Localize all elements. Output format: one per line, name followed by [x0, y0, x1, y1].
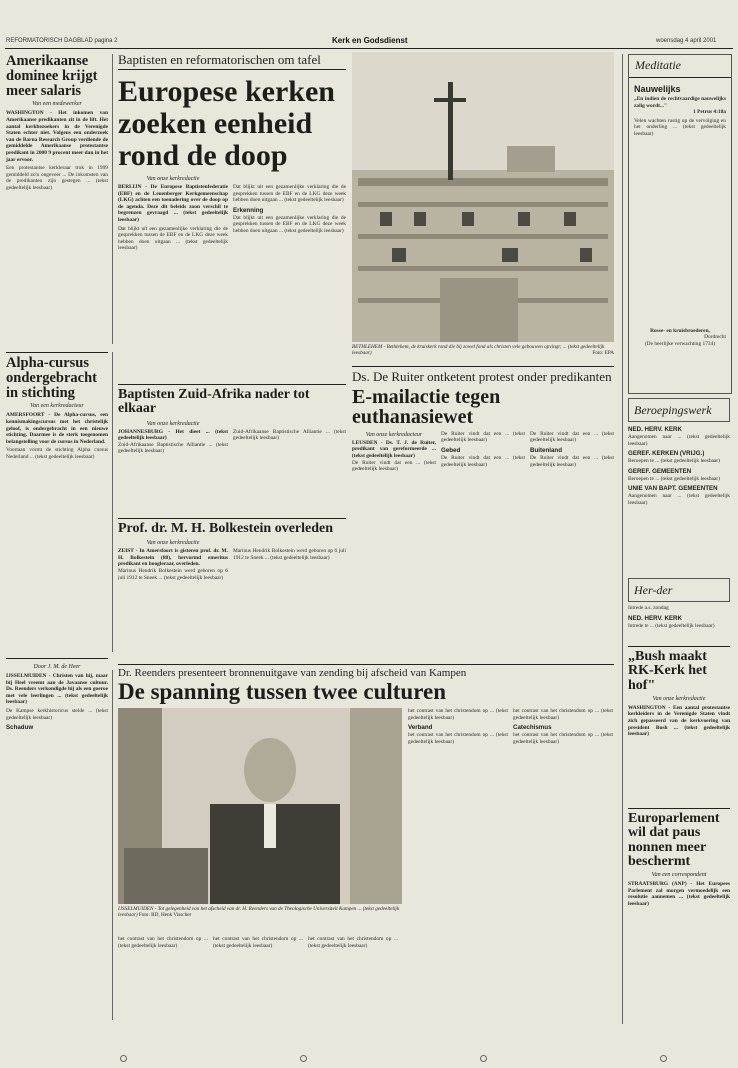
column-divider — [112, 54, 113, 344]
headline: Europese kerken zoeken eenheid rond de doop — [118, 75, 335, 172]
beroepingswerk — [628, 398, 730, 574]
intro: Intrede a.s. zondag — [628, 605, 669, 611]
byline: Door J. M. de Heer — [33, 664, 81, 670]
article-salaris — [6, 54, 108, 346]
registration-mark — [120, 1055, 127, 1062]
byline: Van een kerkredacteur — [30, 403, 84, 410]
kicker: Ds. De Ruiter ontketent protest onder predikanten — [352, 369, 612, 384]
byline: Van onze kerkredactie — [146, 420, 200, 427]
section-text: Aangenomen naar ... (tekst gedeeltelijk leesbaar) — [628, 434, 730, 447]
column-divider — [622, 54, 623, 1024]
reenders-photo — [118, 708, 402, 904]
reenders-header — [118, 664, 614, 704]
body-text: het contrast van het christendom op ... (tekst gedeeltelijk leesbaar) — [213, 936, 303, 949]
subheading: Verband — [408, 724, 433, 732]
lead: WASHINGTON - Het inkomen van Amerikaanse predikanten zit in de lift. Het aantal kerkbezoekers in de Verenigde Staten echter niet. Volgens een onderzoek van de Barna Research Group verdiende de gemiddelde Amerikaanse protestantse predikant in 2000 9 procent meer dan in het jaar ervoor. — [6, 110, 108, 163]
body-text: Velen wachten rustig op de vervolging en het onderling ... (tekst gedeeltelijk leesbaar) — [634, 117, 726, 137]
body-text: De Ruiter vindt dat een ... (tekst gedeeltelijk leesbaar) — [530, 430, 614, 444]
lead: LEUSDEN - Ds. T. J. de Ruiter, predikant van gereformeerde ... (tekst gedeeltelijk leesbaar) — [352, 439, 436, 459]
section-text: Intrede te ... (tekst gedeeltelijk leesbaar) — [628, 622, 715, 629]
bethlehem-photo — [352, 52, 614, 342]
section-title: NED. HERV. KERK — [628, 426, 682, 433]
body-text: De Ruiter vindt dat een ... (tekst gedeeltelijk leesbaar) — [441, 454, 525, 468]
section-title: UNIE VAN BAPT. GEMEENTEN — [628, 485, 718, 493]
article-bush — [628, 646, 730, 804]
body-text: Marinus Hendrik Bolkestein werd geboren op 6 juli 1912 te Sneek ... (tekst gedeeltelijk leesbaar) — [233, 548, 346, 561]
section-title: Kerk en Godsdienst — [332, 36, 408, 45]
subheading: Buitenland — [530, 446, 562, 454]
kicker: Baptisten en reformatorischen om tafel — [118, 52, 321, 67]
source: (De heerlijke verwachting 1734) — [644, 340, 716, 347]
body-text: Dat blijkt uit een gezamenlijke verklaring die de gesprekken tussen de EBF en de LKG deze week hebben doen uitgaan ... (tekst gedeeltelijk leesbaar) — [233, 214, 346, 234]
caption-text: IJSSELMUIDEN - Tot gelegenheid van het afscheid van dr. H. Reenders van de Theologische Universiteit Kampen ... (tekst gedeeltelijk leesbaar) — [118, 906, 400, 919]
byline: Van een medewerker — [32, 101, 82, 108]
meditatie-title: Nauwelijks — [634, 84, 681, 94]
meditatie-box — [628, 54, 732, 394]
byline: Van onze kerkredactie — [146, 540, 200, 547]
body-text: het contrast van het christendom op ... (tekst gedeeltelijk leesbaar) — [513, 732, 613, 745]
lead: STRAATSBURG (ANP) - Het Europees Parlement zal morgen vermoedelijk een resolutie aannemen ... (tekst gedeeltelijk leesbaar) — [628, 881, 730, 907]
place: Dordrecht — [704, 334, 726, 341]
section-text: Aangenomen naar ... (tekst gedeeltelijk leesbaar) — [628, 493, 730, 506]
section-text: Beroepen te ... (tekst gedeeltelijk leesbaar) — [628, 475, 720, 482]
subheading: Erkenning — [233, 206, 264, 214]
article-doop — [118, 52, 346, 380]
body-text: het contrast van het christendom op ... (tekst gedeeltelijk leesbaar) — [308, 936, 398, 949]
headline: E-mailactie tegen euthanasiewet — [352, 386, 501, 429]
header-left: REFORMATORISCH DAGBLAD pagina 2 — [6, 38, 118, 44]
author: Rosse- en kruisbroederen, — [650, 327, 710, 334]
quote: „En indien de rechtvaardige nauwelijks zalig wordt..." — [634, 96, 726, 109]
header-date: woensdag 4 april 2001 — [656, 38, 717, 44]
body-text: Dat blijkt uit een gezamenlijke verklaring die de gesprekken tussen de EBF en de LKG deze week hebben doen uitgaan ... (tekst gedeeltelijk leesbaar) — [233, 184, 346, 204]
lead: WASHINGTON - Een aantal protestantse kerkleiders in de Verenigde Staten vindt zich gepasseerd van de kerkvoering van president Bush ... (tekst gedeeltelijk leesbaar) — [628, 704, 730, 738]
photo-credit: Foto: EPA — [592, 350, 614, 357]
article-baptisten — [118, 384, 346, 514]
section-title: GEREF. GEMEENTEN — [628, 467, 692, 475]
article-reenders-right — [408, 708, 614, 1022]
byline: Van onze kerkredactie — [652, 695, 706, 702]
registration-mark — [480, 1055, 487, 1062]
body-text: het contrast van het christendom op ... (tekst gedeeltelijk leesbaar) — [408, 708, 508, 721]
section-label-box — [628, 398, 730, 422]
headline: De spanning tussen twee culturen — [118, 679, 446, 704]
byline: Van een correspondent — [651, 872, 707, 879]
registration-mark — [300, 1055, 307, 1062]
article-europarlement — [628, 808, 730, 1022]
subheading: Gebed — [441, 446, 461, 454]
column-divider — [112, 670, 113, 1020]
photo-credit: Foto: RD, Henk Visscher — [138, 912, 192, 919]
body-text: Voortaan vormt de stichting Alpha cursus Nederland ... (tekst gedeeltelijk leesbaar) — [6, 447, 108, 460]
body-text: het contrast van het christendom op ... (tekst gedeeltelijk leesbaar) — [513, 708, 613, 721]
section-label: Meditatie — [635, 58, 681, 72]
lead: IJSSELMUIDEN - Christen van hij, maar bij Heel vreemt aan de Javaanse cultuur. Ds. Reenders verkondigde hij als een goeroe met vele leerlingen ... (tekst gedeeltelijk leesbaar) — [6, 673, 108, 706]
registration-mark — [660, 1055, 667, 1062]
lead: BERLIJN - De Europese Baptistenfederatie (EBF) en de Leuenberger Kerkgemeenschap (LKG) achten een toenadering over de doop op de agenda. Deze dit beleids zoon verschil te begrenzen gevraagd ... (tekst gedeeltelijk leesbaar) — [118, 184, 228, 223]
lead: ZEIST - In Amersfoort is gisteren prof. dr. M. H. Bolkestein (88), hervormd emeritus predikant en hoogleraar, overleden. — [118, 548, 228, 568]
kicker: Dr. Reenders presenteert bronnenuitgave van zending bij afscheid van Kampen — [118, 667, 467, 679]
body-text: De Ruiter vindt dat een ... (tekst gedeeltelijk leesbaar) — [530, 454, 614, 468]
caption-text: BETHLEHEM - Bethlehem, de kruiskerk rond die bij zowel fond als christen vele gebouwen opvingt; ... (tekst gedeeltelijk leesbaar) — [352, 344, 605, 357]
section-label: Beroepingswerk — [634, 403, 712, 417]
subheading: Catechismus — [513, 724, 552, 732]
headline: Amerikaanse dominee krijgt meer salaris — [6, 54, 98, 99]
lead: JOHANNESBURG - Het dieet ... (tekst gedeeltelijk leesbaar) — [118, 428, 228, 442]
article-alpha — [6, 352, 108, 652]
headline: Prof. dr. M. H. Bolkestein overleden — [118, 521, 334, 536]
article-reenders-lower — [118, 936, 402, 1022]
section-title: GEREF. KERKEN (VRIJG.) — [628, 450, 705, 458]
headline: Alpha-cursus ondergebracht in stichting — [6, 355, 98, 401]
article-reenders-intro — [6, 658, 108, 1022]
herder — [628, 578, 730, 642]
headline: „Bush maakt RK-Kerk het hof" — [628, 649, 707, 693]
lead: AMERSFOORT - De Alpha-cursus, een kennismakingscursus met het christelijk geloof, is ondergebracht in een nieuwe stichting. Daarmee is de sterk toegenomen belangstelling voor de cursus in Nederland. — [6, 412, 108, 445]
body-text: Marinus Hendrik Bolkestein werd geboren op 6 juli 1912 te Sneek ... (tekst gedeeltelijk leesbaar) — [118, 568, 228, 581]
headline: Baptisten Zuid-Afrika nader tot elkaar — [118, 387, 310, 417]
body-text: De Ruiter vindt dat een ... (tekst gedeeltelijk leesbaar) — [441, 430, 525, 444]
photo-bethlehem — [352, 52, 614, 342]
header-rule — [5, 48, 733, 49]
bible-reference: 1 Petrus 4:18a — [693, 109, 726, 116]
photo-caption — [118, 906, 402, 934]
body-text: Een protestantse kerkleraar trok in 1999 gemiddeld zo'n ongeveer ... De inkomsten van de predikanten zijn gestegen ... (tekst gedeeltelijk leesbaar) — [6, 165, 108, 191]
byline: Van onze kerkredactie — [146, 176, 200, 182]
column-divider — [112, 352, 113, 652]
body-text: Zuid-Afrikaanse Baptistische Alliantie ... (tekst gedeeltelijk leesbaar) — [233, 428, 346, 442]
photo-caption — [352, 344, 614, 364]
subheading: Schaduw — [6, 724, 34, 732]
body-text: De Ruiter vindt dat een ... (tekst gedeeltelijk leesbaar) — [352, 459, 436, 473]
section-label-box — [628, 578, 730, 602]
body-text: het contrast van het christendom op ... (tekst gedeeltelijk leesbaar) — [408, 732, 508, 745]
body-text: het contrast van het christendom op ... (tekst gedeeltelijk leesbaar) — [118, 936, 208, 949]
byline: Van onze kerkredacteur — [365, 431, 423, 438]
headline: Europarlement wil dat paus nonnen meer beschermt — [628, 811, 720, 869]
section-text: Beroepen te ... (tekst gedeeltelijk leesbaar) — [628, 458, 720, 465]
body-text: De Kampse kerkhistoricus stelde ... (tekst gedeeltelijk leesbaar) — [6, 707, 108, 721]
article-euthanasie — [352, 366, 614, 662]
body-text: Dat blijkt uit een gezamenlijke verklaring die de gesprekken tussen de EBF en de LKG deze week hebben doen uitgaan ... (tekst gedeeltelijk leesbaar) — [118, 225, 228, 252]
body-text: Zuid-Afrikaanse Baptistische Alliantie ... (tekst gedeeltelijk leesbaar) — [118, 441, 228, 455]
photo-reenders — [118, 708, 402, 904]
section-label: Her-der — [634, 583, 673, 597]
section-title: NED. HERV. KERK — [628, 614, 682, 622]
article-bolkestein — [118, 518, 346, 660]
